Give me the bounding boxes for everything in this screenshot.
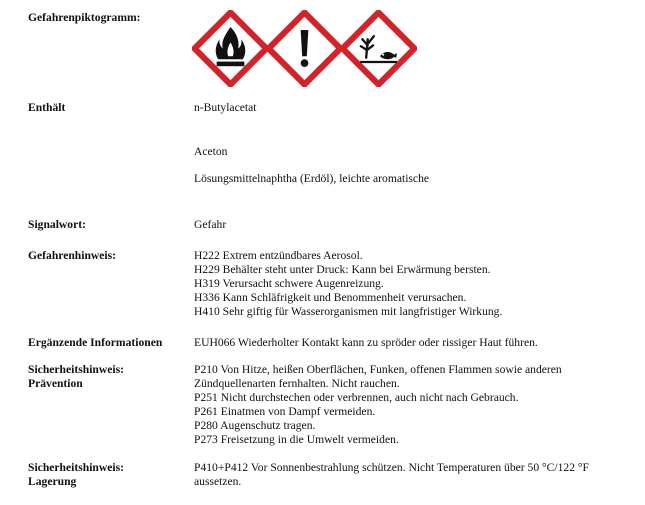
prevention-label-line: Prävention (28, 377, 83, 390)
flame-icon (192, 10, 269, 87)
supplementary-label: Ergänzende Informationen (28, 336, 163, 349)
prevention-statement: P280 Augenschutz tragen. (194, 418, 316, 432)
storage-label-line: Sicherheitshinweis: (28, 461, 124, 474)
storage-label (28, 461, 124, 489)
prevention-label-line: Sicherheitshinweis: (28, 363, 124, 376)
storage-statement: P410+P412 Vor Sonnenbestrahlung schützen. Nicht Temperaturen über 50 °C/122 °F (194, 461, 589, 474)
contains-item: Aceton (194, 145, 228, 158)
hazard-statements-label: Gefahrenhinweis: (28, 249, 117, 262)
contains-item: n-Butylacetat (194, 101, 257, 114)
storage-label-line: Lagerung (28, 475, 77, 488)
contains-item: Lösungsmittelnaphtha (Erdöl), leichte aromatische (194, 172, 430, 185)
hazard-statement: H410 Sehr giftig für Wasserorganismen mit langfristiger Wirkung. (194, 304, 503, 318)
pictogram-label: Gefahrenpiktogramm: (28, 11, 141, 24)
prevention-statement: P261 Einatmen von Dampf vermeiden. (194, 404, 376, 418)
supplementary-value: EUH066 Wiederholter Kontakt kann zu spröder oder rissiger Haut führen. (194, 336, 538, 349)
hazard-statement: H222 Extrem entzündbares Aerosol. (194, 249, 363, 262)
signal-word-value: Gefahr (194, 218, 227, 231)
prevention-statement: Zündquellenarten fernhalten. Nicht rauchen. (194, 376, 400, 390)
hazard-statement: H336 Kann Schläfrigkeit und Benommenheit verursachen. (194, 290, 467, 304)
prevention-statement: P210 Von Hitze, heißen Oberflächen, Funken, offenen Flammen sowie anderen (194, 363, 562, 376)
contains-label: Enthält (28, 101, 66, 114)
storage-statement: aussetzen. (194, 474, 242, 488)
environment-icon (340, 10, 417, 87)
signal-word-label: Signalwort: (28, 218, 86, 231)
prevention-label (28, 363, 124, 391)
hazard-statement: H319 Verursacht schwere Augenreizung. (194, 276, 384, 290)
storage-list (194, 461, 589, 489)
exclamation-icon (266, 10, 343, 87)
prevention-statement: P273 Freisetzung in die Umwelt vermeiden. (194, 432, 399, 446)
hazard-statements-list (194, 249, 502, 319)
prevention-list (194, 363, 562, 446)
prevention-statement: P251 Nicht durchstechen oder verbrennen, auch nicht nach Gebrauch. (194, 390, 519, 404)
hazard-statement: H229 Behälter steht unter Druck: Kann bei Erwärmung bersten. (194, 262, 491, 276)
